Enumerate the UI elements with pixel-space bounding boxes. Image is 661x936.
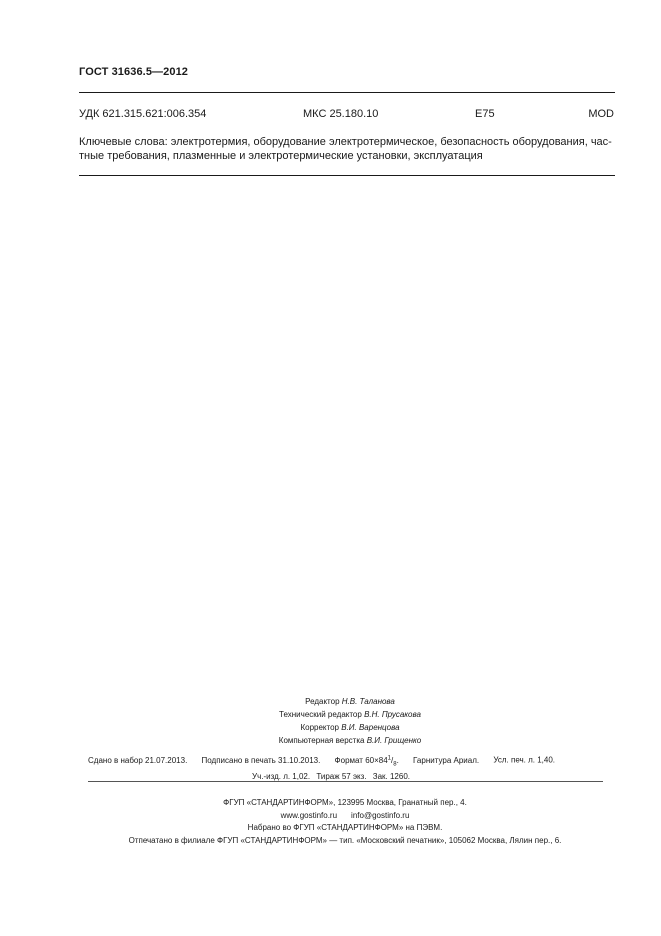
standard-id: ГОСТ 31636.5—2012 [79, 66, 189, 78]
publisher-address: ФГУП «СТАНДАРТИНФОРМ», 123995 Москва, Гранатный пер., 4. [223, 798, 467, 807]
imprint-pub-sheets: Уч.-изд. л. 1,02. [251, 771, 311, 781]
credit-label: Редактор [305, 697, 340, 706]
publisher-contacts [60, 810, 630, 823]
credit-editor [200, 695, 500, 708]
degree-code: MOD [588, 108, 614, 120]
credit-corrector [200, 721, 500, 734]
publisher-printed: Отпечатано в филиале ФГУП «СТАНДАРТИНФОРМ» — тип. «Московский печатник», 105062 Москва, Лялин пер., 6. [128, 835, 562, 845]
keywords-rule [79, 175, 615, 176]
classification-codes [79, 108, 614, 122]
credits-block [200, 695, 500, 747]
credit-tech-editor [200, 708, 500, 721]
imprint-format: Формат $60\times 84^1/_8$. [334, 755, 399, 768]
imprint-circulation: Тираж 57 экз. [316, 771, 367, 781]
credit-name: В.И. Варенцова [341, 723, 400, 732]
imprint-typeface: Гарнитура Ариал. [413, 755, 480, 765]
format-fraction-numerator: 1 [387, 755, 391, 761]
credit-name: В.И. Грищенко [366, 736, 422, 745]
imprint-submitted: Сдано в набор 21.07.2013. [88, 755, 188, 765]
format-prefix: Формат 60×84 [334, 755, 388, 765]
publisher-website: www.gostinfo.ru [280, 810, 338, 820]
imprint-rule [88, 781, 603, 782]
mks-code: МКС 25.180.10 [303, 108, 379, 120]
imprint-block [88, 752, 618, 783]
group-code: Е75 [475, 108, 495, 120]
credit-label: Компьютерная верстка [278, 736, 365, 745]
keywords-line-1: Ключевые слова: электротермия, оборудование электротермическое, безопасность оборудования, час- [79, 136, 612, 148]
imprint-signed: Подписано в печать 31.10.2013. [201, 755, 321, 765]
credit-label: Технический редактор [279, 710, 362, 719]
imprint-print-sheets: Усл. печ. л. 1,40. [493, 755, 556, 765]
credit-label: Корректор [300, 723, 339, 732]
format-fraction-denominator: 8 [393, 761, 397, 768]
credit-name: Н.В. Таланова [341, 697, 395, 706]
udk-code: УДК 621.315.621:006.354 [79, 108, 207, 120]
publisher-typeset: Набрано во ФГУП «СТАНДАРТИНФОРМ» на ПЭВМ. [247, 823, 443, 832]
keywords-line-2: тные требования, плазменные и электротермические установки, эксплуатация [79, 149, 483, 162]
header-rule [79, 92, 615, 93]
publisher-block [60, 797, 630, 847]
keywords [79, 136, 615, 163]
imprint-row-1 [88, 752, 618, 771]
credit-name: В.Н. Прусакова [364, 710, 421, 719]
publisher-email: info@gostinfo.ru [351, 810, 410, 820]
imprint-order: Зак. 1260. [372, 771, 410, 781]
credit-layout [200, 734, 500, 747]
